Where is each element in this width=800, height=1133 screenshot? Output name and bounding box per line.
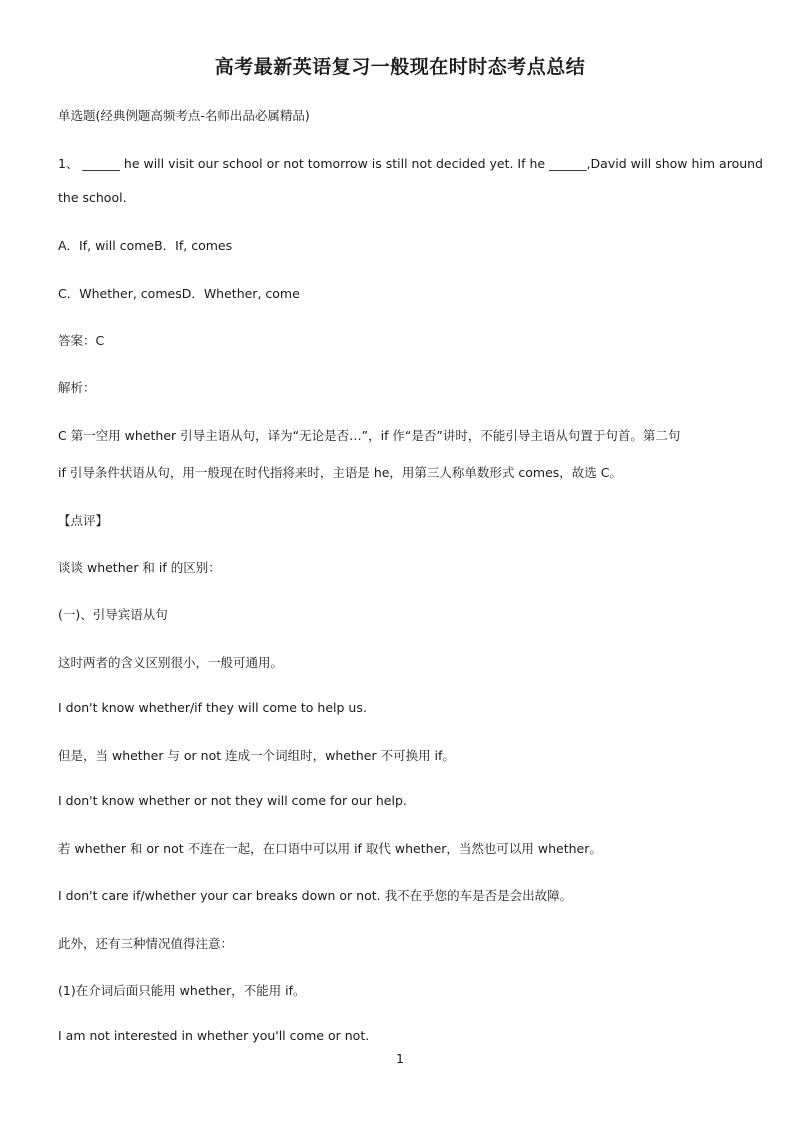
comment-line: 此外，还有三种情况值得注意：	[58, 936, 234, 951]
comment-line: I am not interested in whether you'll come or not.	[58, 1028, 370, 1043]
options-c-d: C．Whether, comesD．Whether, come	[58, 286, 300, 301]
analysis-line-1: C 第一空用 whether 引导主语从句，译为“无论是否…”，if 作“是否”讲时，不能引导主语从句置于句首。第二句	[58, 428, 681, 443]
comment-line: I don't care if/whether your car breaks down or not. 我不在乎您的车是否是会出故障。	[58, 888, 573, 903]
comment-line: 若 whether 和 or not 不连在一起，在口语中可以用 if 取代 whether，当然也可以用 whether。	[58, 841, 602, 856]
options-a-b: A．If, will comeB．If, comes	[58, 238, 233, 253]
comment-line: (一)、引导宾语从句	[58, 607, 168, 622]
comment-line: (1)在介词后面只能用 whether，不能用 if。	[58, 983, 306, 998]
comment-heading: 【点评】	[58, 513, 109, 528]
analysis-line-2: if 引导条件状语从句，用一般现在时代指将来时，主语是 he，用第三人称单数形式 comes，故选 C。	[58, 465, 623, 480]
comment-line: 这时两者的含义区别很小，一般可通用。	[58, 655, 284, 670]
answer: 答案：C	[58, 333, 105, 348]
comment-line: 但是，当 whether 与 or not 连成一个词组时，whether 不可换用 if。	[58, 748, 455, 763]
comment-line: I don't know whether/if they will come to help us.	[58, 700, 367, 715]
question-line-2: the school.	[58, 190, 127, 205]
comment-line: I don't know whether or not they will come for our help.	[58, 793, 407, 808]
comment-line: 谈谈 whether 和 if 的区别：	[58, 560, 221, 575]
section-heading: 单选题(经典例题高频考点-名师出品必属精品)	[58, 108, 310, 123]
page-number: 1	[396, 1051, 404, 1066]
question-line-1: 1、 ______ he will visit our school or not tomorrow is still not decided yet. If he ______,David will show him around	[58, 156, 763, 171]
analysis-label: 解析：	[58, 380, 96, 395]
page-title: 高考最新英语复习一般现在时时态考点总结	[214, 56, 586, 78]
